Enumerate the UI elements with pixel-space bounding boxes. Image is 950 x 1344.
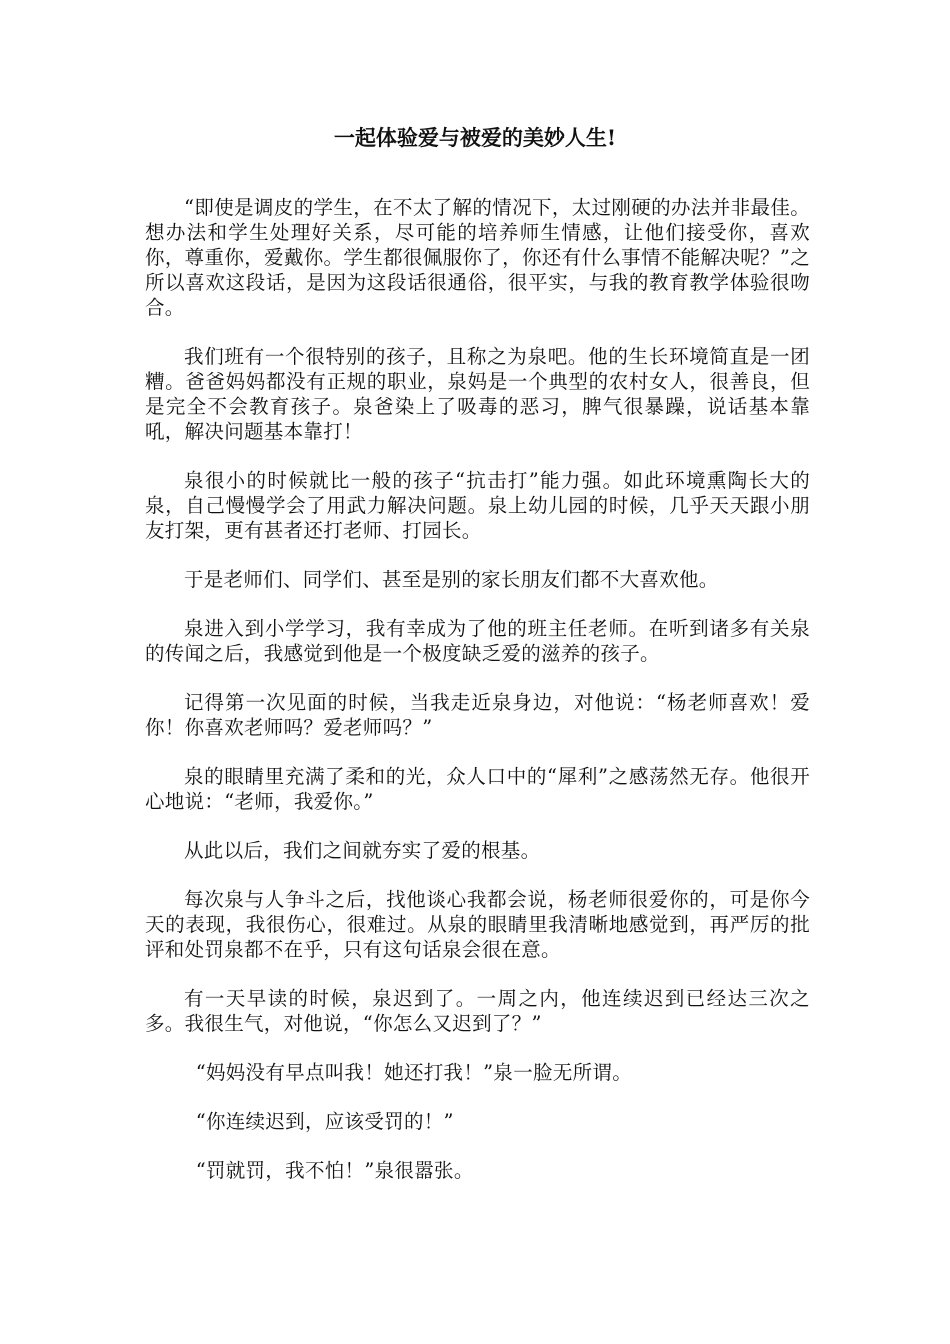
paragraph: “你连续迟到，应该受罚的！” bbox=[195, 1110, 454, 1133]
paragraph: 泉很小的时候就比一般的孩子“抗击打”能力强。如此环境熏陶长大的泉，自己慢慢学会了用武力解决问题。泉上幼儿园的时候，几乎天天跟小朋友打架，更有甚者还打老师、打园长。 bbox=[145, 469, 810, 542]
paragraph: 泉进入到小学学习，我有幸成为了他的班主任老师。在听到诸多有关泉的传闻之后，我感觉到他是一个极度缺乏爱的滋养的孩子。 bbox=[145, 617, 810, 665]
document-title: 一起体验爱与被爱的美妙人生! bbox=[333, 125, 617, 150]
paragraph: “妈妈没有早点叫我！她还打我！”泉一脸无所谓。 bbox=[195, 1061, 633, 1084]
paragraph: 于是老师们、同学们、甚至是别的家长朋友们都不大喜欢他。 bbox=[184, 568, 719, 591]
paragraph: “即使是调皮的学生，在不太了解的情况下，太过刚硬的办法并非最佳。想办法和学生处理好关系，尽可能的培养师生情感，让他们接受你，喜欢你，尊重你，爱戴你。学生都很佩服你了，你还有什么事情不能解决呢？”之所以喜欢这段话，是因为这段话很通俗，很平实，与我的教育教学体验很吻合。 bbox=[145, 196, 810, 319]
paragraph: 泉的眼睛里充满了柔和的光，众人口中的“犀利”之感荡然无存。他很开心地说：“老师，我爱你。” bbox=[145, 765, 810, 813]
paragraph: 有一天早读的时候，泉迟到了。一周之内，他连续迟到已经达三次之多。我很生气，对他说，“你怎么又迟到了？” bbox=[145, 987, 810, 1035]
paragraph: 从此以后，我们之间就夯实了爱的根基。 bbox=[184, 839, 541, 862]
paragraph: 记得第一次见面的时候，当我走近泉身边，对他说：“杨老师喜欢！爱你！你喜欢老师吗？爱老师吗？” bbox=[145, 691, 810, 739]
paragraph: 我们班有一个很特别的孩子，且称之为泉吧。他的生长环境简直是一团糟。爸爸妈妈都没有正规的职业，泉妈是一个典型的农村女人，很善良，但是完全不会教育孩子。泉爸染上了吸毒的恶习，脾气很暴躁，说话基本靠吼，解决问题基本靠打！ bbox=[145, 345, 810, 443]
paragraph: “罚就罚，我不怕！”泉很嚣张。 bbox=[195, 1159, 474, 1182]
paragraph: 每次泉与人争斗之后，找他谈心我都会说，杨老师很爱你的，可是你今天的表现，我很伤心，很难过。从泉的眼睛里我清晰地感觉到，再严厉的批评和处罚泉都不在乎，只有这句话泉会很在意。 bbox=[145, 888, 810, 961]
document-body bbox=[145, 195, 810, 1207]
